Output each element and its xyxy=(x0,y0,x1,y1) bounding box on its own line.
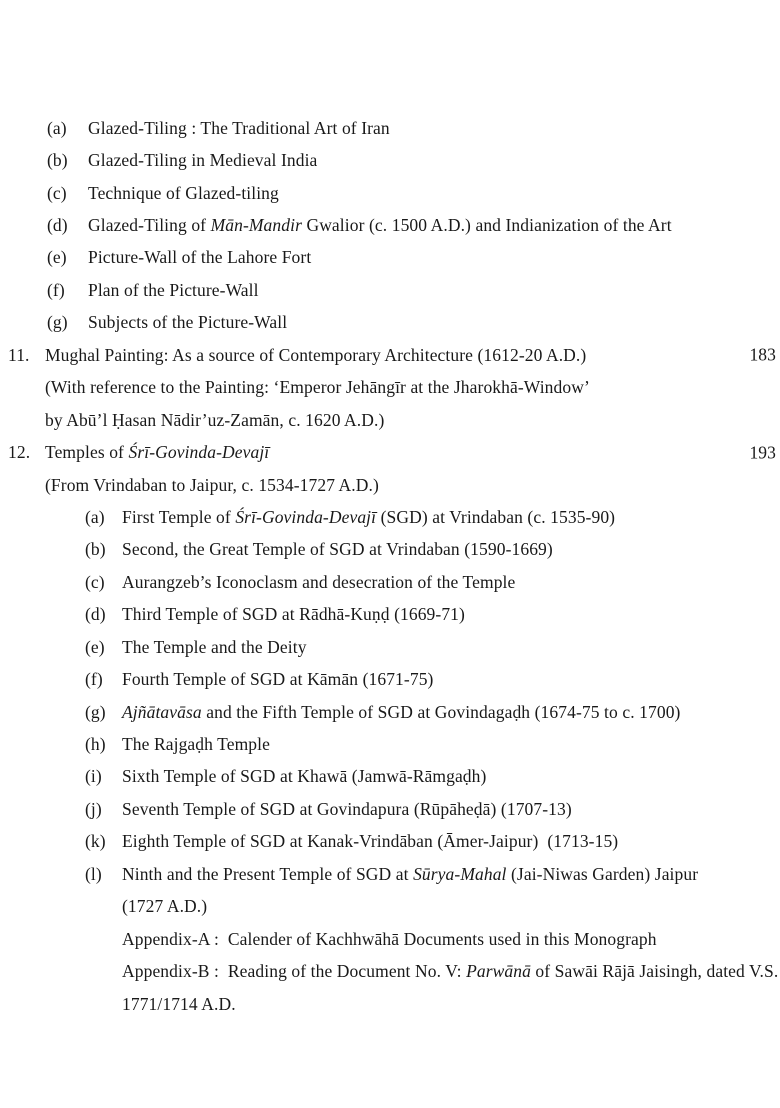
toc-line xyxy=(0,372,780,404)
item-label: 12. xyxy=(8,442,31,463)
item-label: (a) xyxy=(85,506,105,527)
item-label: (b) xyxy=(85,539,106,560)
toc-line xyxy=(0,599,780,631)
item-label: (a) xyxy=(47,117,67,138)
item-text: Glazed-Tiling in Medieval India xyxy=(88,150,318,171)
item-text: Fourth Temple of SGD at Kāmān (1671-75) xyxy=(122,669,434,690)
item-label: (l) xyxy=(85,863,102,884)
toc-line xyxy=(0,728,780,760)
item-text: Third Temple of SGD at Rādhā-Kuṇḍ (1669-71) xyxy=(122,604,465,625)
toc-line xyxy=(0,274,780,306)
toc-line xyxy=(0,826,780,858)
item-label: (k) xyxy=(85,831,106,852)
item-text: First Temple of Śrī-Govinda-Devajī (SGD) at Vrindaban (c. 1535-90) xyxy=(122,506,616,527)
toc-line xyxy=(0,663,780,695)
toc-line xyxy=(0,793,780,825)
item-label: 11. xyxy=(8,344,30,365)
toc-line xyxy=(0,696,780,728)
item-text: Temples of Śrī-Govinda-Devajī xyxy=(45,442,270,463)
toc-line xyxy=(0,891,780,923)
item-text: (1727 A.D.) xyxy=(122,896,208,917)
toc-line xyxy=(0,566,780,598)
item-label: (d) xyxy=(85,604,106,625)
item-label: (c) xyxy=(85,571,105,592)
item-text: Eighth Temple of SGD at Kanak-Vrindāban (Āmer-Jaipur) (1713-15) xyxy=(122,831,619,852)
item-label: (e) xyxy=(47,247,67,268)
item-label: (f) xyxy=(47,279,65,300)
toc-line xyxy=(0,144,780,176)
toc-line xyxy=(0,242,780,274)
item-text: Ajñātavāsa and the Fifth Temple of SGD at Govindagaḍh (1674-75 to c. 1700) xyxy=(122,701,681,722)
toc-line xyxy=(0,923,780,955)
item-text: Second, the Great Temple of SGD at Vrindaban (1590-1669) xyxy=(122,539,553,560)
item-label: (b) xyxy=(47,150,68,171)
item-text: Technique of Glazed-tiling xyxy=(88,182,279,203)
page-number: 193 xyxy=(749,442,776,463)
item-label: (d) xyxy=(47,215,68,236)
item-text: The Rajgaḍh Temple xyxy=(122,734,270,755)
toc-list xyxy=(0,112,780,1020)
item-label: (c) xyxy=(47,182,67,203)
item-text: Seventh Temple of SGD at Govindapura (Rūpāheḍā) (1707-13) xyxy=(122,798,572,819)
item-text: 1771/1714 A.D. xyxy=(122,993,236,1014)
item-text: Glazed-Tiling : The Traditional Art of Iran xyxy=(88,117,390,138)
toc-line xyxy=(0,988,780,1020)
item-text: (From Vrindaban to Jaipur, c. 1534-1727 A.D.) xyxy=(45,474,379,495)
toc-line xyxy=(0,112,780,144)
item-text: by Abū’l Ḥasan Nādir’uz-Zamān, c. 1620 A.D.) xyxy=(45,409,385,430)
toc-line xyxy=(0,404,780,436)
item-label: (j) xyxy=(85,798,102,819)
item-text: Aurangzeb’s Iconoclasm and desecration of the Temple xyxy=(122,571,516,592)
toc-line xyxy=(0,307,780,339)
item-text: (With reference to the Painting: ‘Emperor Jehāngīr at the Jharokhā-Window’ xyxy=(45,377,590,398)
item-text: Appendix-B : Reading of the Document No. V: Parwānā of Sawāi Rājā Jaisingh, dated V.S. xyxy=(122,961,779,982)
item-text: Appendix-A : Calender of Kachhwāhā Documents used in this Monograph xyxy=(122,928,657,949)
item-label: (g) xyxy=(85,701,106,722)
toc-line xyxy=(0,631,780,663)
item-text: Glazed-Tiling of Mān-Mandir Gwalior (c. 1500 A.D.) and Indianization of the Art xyxy=(88,215,672,236)
toc-line xyxy=(0,339,780,371)
toc-line xyxy=(0,858,780,890)
item-label: (g) xyxy=(47,312,68,333)
item-text: Mughal Painting: As a source of Contemporary Architecture (1612-20 A.D.) xyxy=(45,344,587,365)
toc-line xyxy=(0,761,780,793)
item-text: Plan of the Picture-Wall xyxy=(88,279,259,300)
page-number: 183 xyxy=(749,344,776,365)
item-label: (i) xyxy=(85,766,102,787)
item-text: Picture-Wall of the Lahore Fort xyxy=(88,247,312,268)
item-label: (e) xyxy=(85,636,105,657)
item-text: Sixth Temple of SGD at Khawā (Jamwā-Rāmgaḍh) xyxy=(122,766,487,787)
toc-line xyxy=(0,436,780,468)
item-text: Ninth and the Present Temple of SGD at Sūrya-Mahal (Jai-Niwas Garden) Jaipur xyxy=(122,863,699,884)
toc-line xyxy=(0,534,780,566)
item-label: (f) xyxy=(85,669,103,690)
toc-line xyxy=(0,469,780,501)
item-text: Subjects of the Picture-Wall xyxy=(88,312,288,333)
item-text: The Temple and the Deity xyxy=(122,636,307,657)
toc-line xyxy=(0,501,780,533)
toc-line xyxy=(0,177,780,209)
toc-line xyxy=(0,955,780,987)
item-label: (h) xyxy=(85,734,106,755)
toc-line xyxy=(0,209,780,241)
